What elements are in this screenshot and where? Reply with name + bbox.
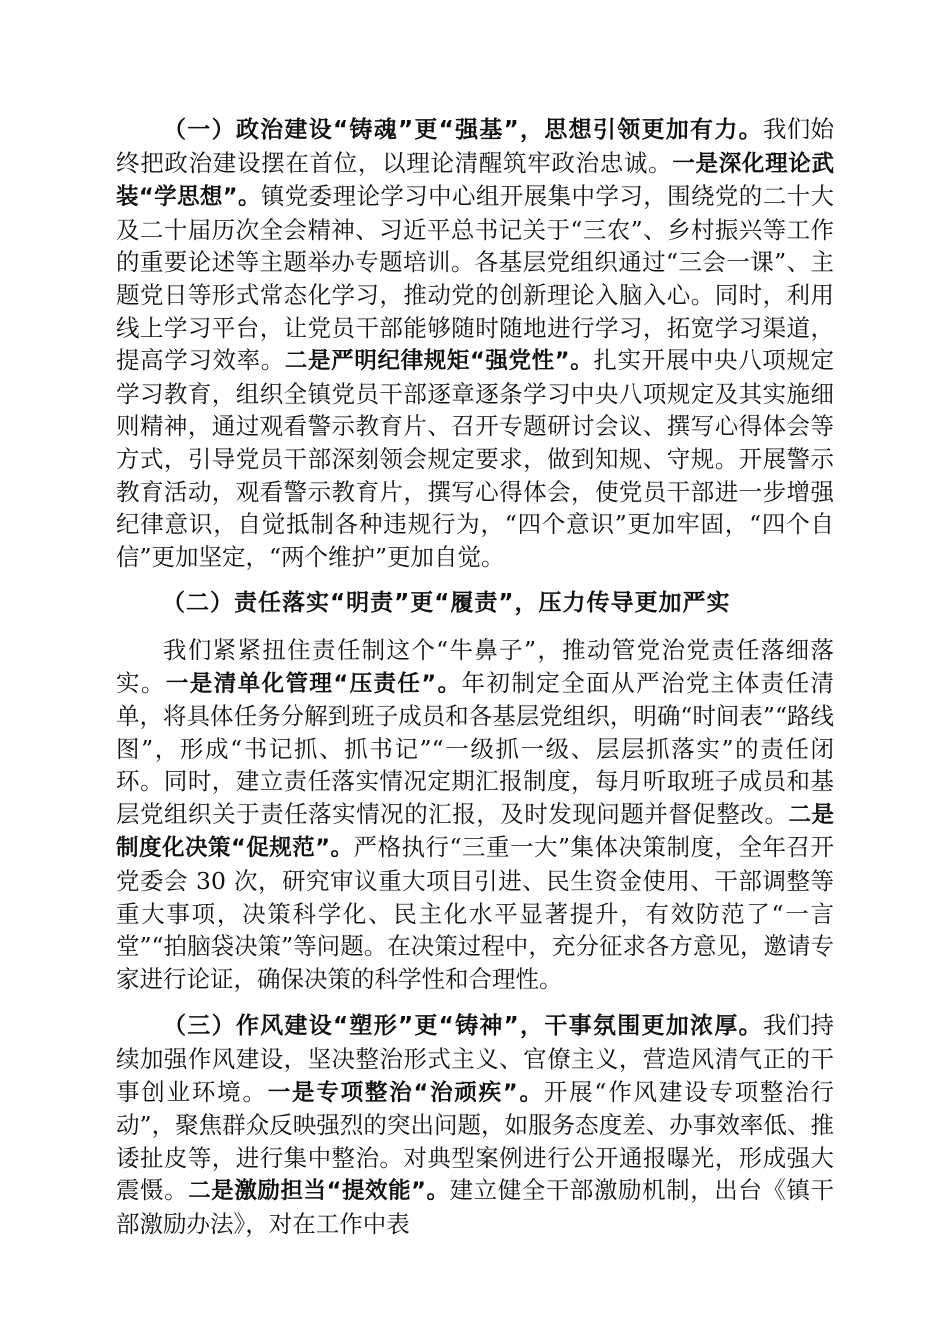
section-1	[116, 113, 834, 573]
section-2-heading: （二）责任落实“明责”更“履责”，压力传导更加严实	[162, 590, 731, 617]
section-2-keypoint-2: 二是制度化决策“促规范”。	[116, 801, 834, 862]
document-page	[116, 113, 834, 1241]
section-3-text-1: 我们持续加强作风建设，坚决整治形式主义、官僚主义，营造风清气正的干事创业环境。	[116, 1011, 835, 1106]
section-3	[116, 1009, 834, 1240]
section-3-keypoint-2: 二是激励担当“提效能”。	[188, 1178, 450, 1205]
section-1-text-1: 我们始终把政治建设摆在首位，以理论清醒筑牢政治忠诚。	[116, 115, 835, 177]
section-2-text-2: 年初制定全面从严治党主体责任清单，将具体任务分解到班子成员和各基层党组织，明确“时间表”“路线图”，形成“书记抓、抓书记”“一级抓一级、层层抓落实”的责任闭环。同时，建立责任落实情况定期汇报制度，每月听取班子成员和基层党组织关于责任落实情况的汇报，及时发现问题并督促整改。	[116, 668, 835, 828]
section-1-text-2: 镇党委理论学习中心组开展集中学习，围绕党的二十大及二十届历次全会精神、习近平总书记关于“三农”、乡村振兴等工作的重要论述等主题举办专题培训。各基层党组织通过“三会一课”、主题党日等形式常态化学习，推动党的创新理论入脑入心。同时，利用线上学习平台，让党员干部能够随时随地进行学习，拓宽学习渠道，提高学习效率。	[116, 182, 834, 375]
spacer	[116, 573, 834, 587]
section-1-heading: （一）政治建设“铸魂”更“强基”，思想引领更加有力。	[163, 117, 763, 143]
section-2-text-3: 严格执行“三重一大”集体决策制度，全年召开党委会 30 次，研究审议重大项目引进、民生资金使用、干部调整等重大事项，决策科学化、民主化水平显著提升，有效防范了“一言堂”“拍脑袋决策”等问题。在决策过程中，充分征求各方意见，邀请专家进行论证，确保决策的科学性和合理性。	[116, 833, 835, 993]
section-3-text-3: 建立健全干部激励机制，出台《镇干部激励办法》，对在工作中表	[116, 1176, 835, 1238]
section-2	[116, 634, 834, 996]
section-2-text-1: 我们紧紧扭住责任制这个“牛鼻子”，推动管党治党责任落细落实。	[116, 635, 834, 697]
section-1-text-3: 扎实开展中央八项规定学习教育，组织全镇党员干部逐章逐条学习中央八项规定及其实施细则精神，通过观看警示教育片、召开专题研讨会议、撰写心得体会等方式，引导党员干部深刻领会规定要求，做到知规、守规。开展警示教育活动，观看警示教育片，撰写心得体会，使党员干部进一步增强纪律意识，自觉抵制各种违规行为，“四个意识”更加牢固，“四个自信”更加坚定，“两个维护”更加自觉。	[116, 346, 835, 571]
section-1-keypoint-1: 一是深化理论武装“学思想”。	[116, 150, 834, 211]
section-1-keypoint-2: 二是严明纪律规矩“强党性”。	[284, 348, 594, 375]
section-3-text-2: 开展“作风建设专项整治行动”，聚焦群众反映强烈的突出问题，如服务态度差、办事效率低、推诿扯皮等，进行集中整治。对典型案例进行公开通报曝光，形成强大震慑。	[116, 1077, 835, 1205]
section-3-heading: （三）作风建设“塑形”更“铸神”，干事氛围更加浓厚。	[163, 1013, 763, 1040]
spacer	[116, 620, 834, 634]
spacer	[116, 995, 834, 1009]
section-2-keypoint-1: 一是清单化管理“压责任”。	[165, 670, 462, 697]
section-3-keypoint-1: 一是专项整治“治顽疾”。	[267, 1079, 544, 1106]
